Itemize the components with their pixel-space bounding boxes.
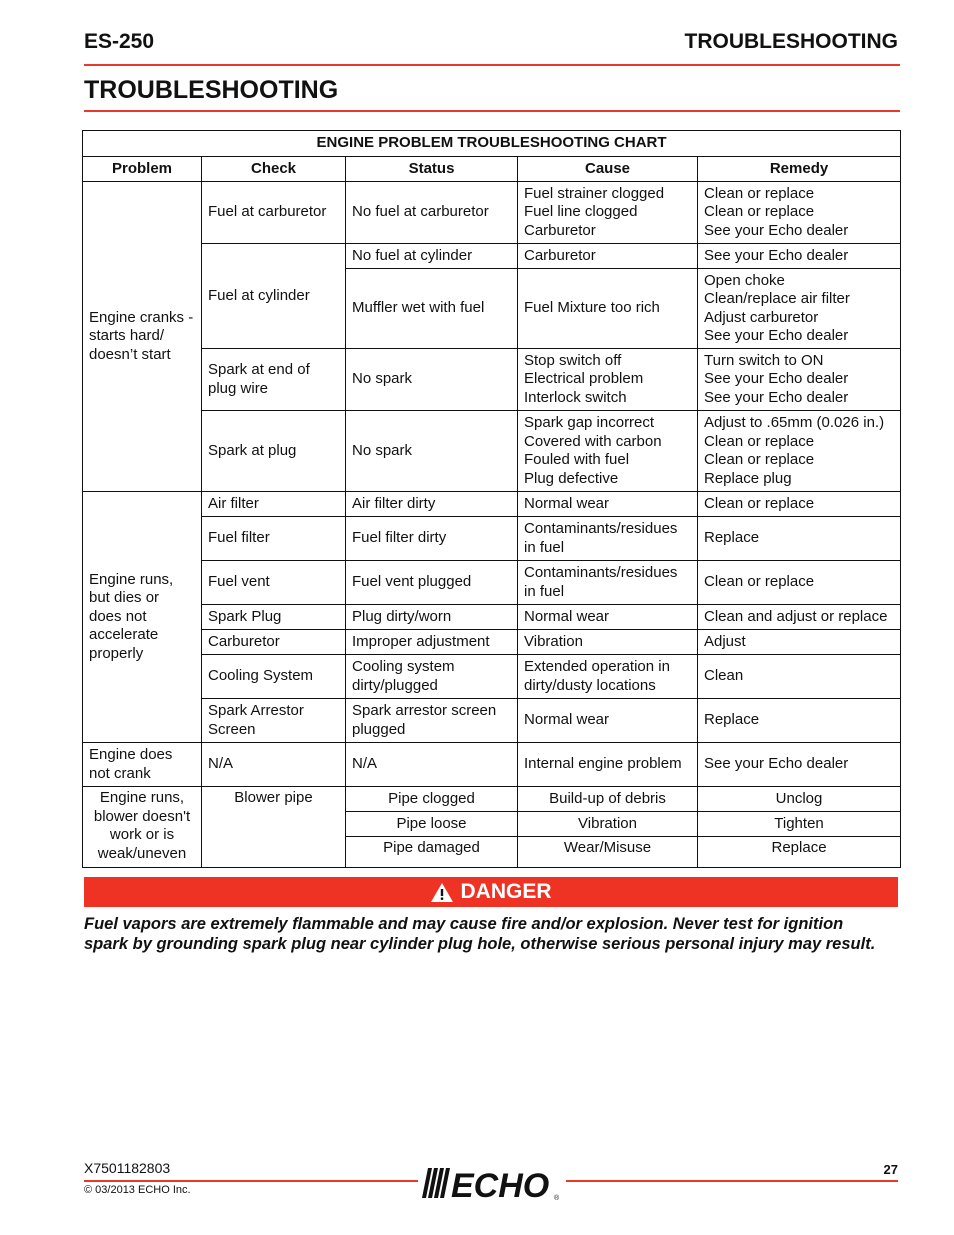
cause-cell: Contaminants/residues in fuel xyxy=(518,517,698,561)
remedy-cell: Unclog xyxy=(698,787,901,812)
remedy-cell: Tighten xyxy=(698,812,901,837)
remedy-cell: Clean or replace Clean or replace See your Echo dealer xyxy=(698,182,901,244)
remedy-cell: Clean xyxy=(698,655,901,699)
status-cell: Pipe loose xyxy=(346,812,518,837)
status-cell: No fuel at carburetor xyxy=(346,182,518,244)
status-cell: Fuel vent plugged xyxy=(346,561,518,605)
header-rule xyxy=(84,64,900,66)
remedy-cell: Turn switch to ON See your Echo dealer See your Echo dealer xyxy=(698,349,901,411)
cause-cell: Extended operation in dirty/dusty locations xyxy=(518,655,698,699)
remedy-cell: Adjust xyxy=(698,630,901,655)
chart-title: ENGINE PROBLEM TROUBLESHOOTING CHART xyxy=(83,131,901,157)
cause-cell: Internal engine problem xyxy=(518,743,698,787)
check-cell: Fuel at cylinder xyxy=(202,244,346,349)
page-number: 27 xyxy=(883,1162,898,1177)
table-row xyxy=(83,492,901,517)
remedy-cell: See your Echo dealer xyxy=(698,743,901,787)
danger-banner xyxy=(84,877,898,907)
column-header-row xyxy=(83,157,901,182)
status-cell: Improper adjustment xyxy=(346,630,518,655)
problem-cell: Engine runs, blower doesn't work or is weak/uneven xyxy=(83,787,202,868)
table-row xyxy=(83,349,901,411)
check-cell: Fuel filter xyxy=(202,517,346,561)
status-cell: No spark xyxy=(346,349,518,411)
copyright: © 03/2013 ECHO Inc. xyxy=(84,1184,191,1196)
table-row xyxy=(83,244,901,269)
check-cell: N/A xyxy=(202,743,346,787)
cause-cell: Spark gap incorrect Covered with carbon Fouled with fuel Plug defective xyxy=(518,411,698,492)
status-cell: Fuel filter dirty xyxy=(346,517,518,561)
cause-cell: Normal wear xyxy=(518,605,698,630)
column-header: Remedy xyxy=(698,157,901,182)
check-cell: Cooling System xyxy=(202,655,346,699)
column-header: Check xyxy=(202,157,346,182)
remedy-cell: Clean and adjust or replace xyxy=(698,605,901,630)
remedy-cell: See your Echo dealer xyxy=(698,244,901,269)
page-title: TROUBLESHOOTING xyxy=(84,76,339,104)
logo-text: ECHO xyxy=(451,1167,550,1202)
remedy-cell: Open choke Clean/replace air filter Adjust carburetor See your Echo dealer xyxy=(698,269,901,349)
status-cell: Spark arrestor screen plugged xyxy=(346,699,518,743)
remedy-cell: Clean or replace xyxy=(698,561,901,605)
status-cell: Pipe damaged xyxy=(346,837,518,868)
problem-cell: Engine cranks - starts hard/ doesn’t start xyxy=(83,182,202,492)
remedy-cell: Replace xyxy=(698,517,901,561)
table-row xyxy=(83,630,901,655)
status-cell: Air filter dirty xyxy=(346,492,518,517)
check-cell: Spark at plug xyxy=(202,411,346,492)
table-row xyxy=(83,561,901,605)
status-cell: Cooling system dirty/plugged xyxy=(346,655,518,699)
cause-cell: Vibration xyxy=(518,630,698,655)
part-number: X7501182803 xyxy=(84,1160,171,1176)
remedy-cell: Replace xyxy=(698,837,901,868)
footer-rule-left xyxy=(84,1180,418,1182)
cause-cell: Wear/Misuse xyxy=(518,837,698,868)
problem-cell: Engine does not crank xyxy=(83,743,202,787)
warning-triangle-icon xyxy=(430,882,454,903)
cause-cell: Contaminants/residues in fuel xyxy=(518,561,698,605)
column-header: Status xyxy=(346,157,518,182)
cause-cell: Normal wear xyxy=(518,492,698,517)
cause-cell: Fuel Mixture too rich xyxy=(518,269,698,349)
remedy-cell: Clean or replace xyxy=(698,492,901,517)
table-row xyxy=(83,699,901,743)
danger-text: Fuel vapors are extremely flammable and may cause fire and/or explosion. Never test for ignition spark by grounding spark plug near cylinder plug hole, otherwise serious personal injury may result. xyxy=(84,915,876,953)
remedy-cell: Adjust to .65mm (0.026 in.) Clean or replace Clean or replace Replace plug xyxy=(698,411,901,492)
check-cell: Spark Arrestor Screen xyxy=(202,699,346,743)
status-cell: Muffler wet with fuel xyxy=(346,269,518,349)
cause-cell: Build-up of debris xyxy=(518,787,698,812)
check-cell: Air filter xyxy=(202,492,346,517)
column-header: Problem xyxy=(83,157,202,182)
cause-cell: Carburetor xyxy=(518,244,698,269)
troubleshooting-chart xyxy=(82,130,901,868)
cause-cell: Fuel strainer clogged Fuel line clogged Carburetor xyxy=(518,182,698,244)
footer-rule-right xyxy=(566,1180,898,1182)
status-cell: Plug dirty/worn xyxy=(346,605,518,630)
table-row xyxy=(83,605,901,630)
cause-cell: Normal wear xyxy=(518,699,698,743)
status-cell: No spark xyxy=(346,411,518,492)
remedy-cell: Replace xyxy=(698,699,901,743)
page-footer xyxy=(84,1160,898,1200)
check-cell: Spark at end of plug wire xyxy=(202,349,346,411)
model-name: ES-250 xyxy=(84,30,155,53)
table-row xyxy=(83,517,901,561)
problem-cell: Engine runs, but dies or does not accelerate properly xyxy=(83,492,202,743)
echo-logo xyxy=(422,1166,562,1202)
table-row xyxy=(83,655,901,699)
table-row xyxy=(83,743,901,787)
section-name: TROUBLESHOOTING xyxy=(684,30,898,53)
svg-text:®: ® xyxy=(554,1195,560,1202)
danger-label: DANGER xyxy=(460,880,552,903)
check-cell: Spark Plug xyxy=(202,605,346,630)
check-cell: Carburetor xyxy=(202,630,346,655)
page-header xyxy=(84,30,898,56)
check-cell: Fuel vent xyxy=(202,561,346,605)
cause-cell: Stop switch off Electrical problem Interlock switch xyxy=(518,349,698,411)
status-cell: Pipe clogged xyxy=(346,787,518,812)
check-cell: Blower pipe xyxy=(202,787,346,868)
cause-cell: Vibration xyxy=(518,812,698,837)
check-cell: Fuel at carburetor xyxy=(202,182,346,244)
table-row xyxy=(83,182,901,244)
table-row xyxy=(83,787,901,812)
title-rule xyxy=(84,110,900,112)
status-cell: No fuel at cylinder xyxy=(346,244,518,269)
table-row xyxy=(83,411,901,492)
status-cell: N/A xyxy=(346,743,518,787)
column-header: Cause xyxy=(518,157,698,182)
